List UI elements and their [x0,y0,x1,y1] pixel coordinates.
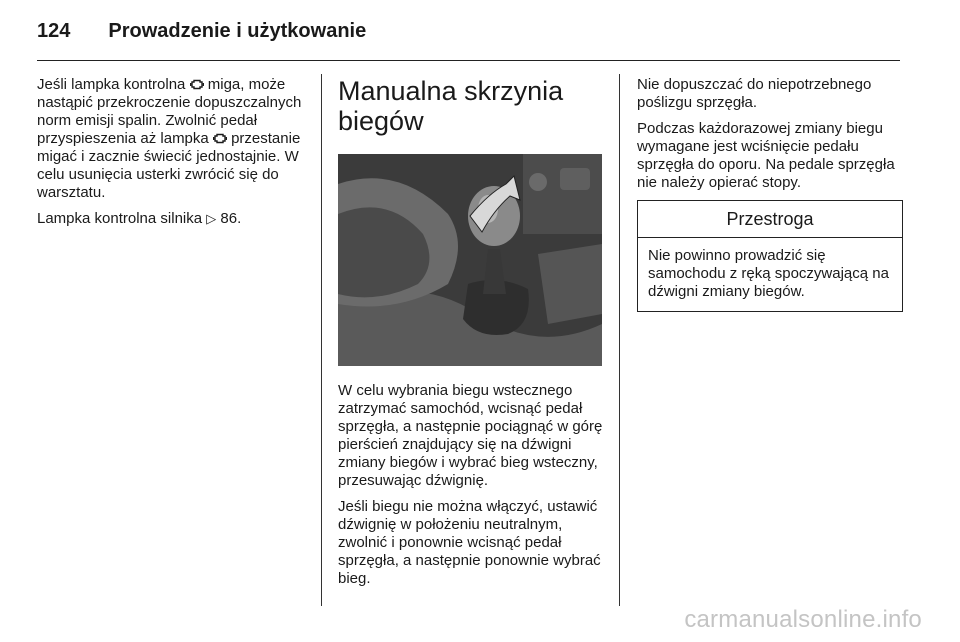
text-segment: przestanie migać i zacznie świecić jednostajnie. W celu usunięcia usterki zwrócić się do warsztatu. [37,130,301,201]
paragraph-clutch-slip: Nie dopuszczać do niepotrzebnego poślizgu sprzęgła. [637,76,872,111]
page-number: 124 [37,20,71,42]
column-2 [338,76,603,596]
engine-warning-icon [213,131,227,145]
gear-lever-drawing [338,154,602,366]
page-header [37,20,366,46]
paragraph-emission-warning [37,76,307,202]
paragraph-engine-lamp-ref [37,210,307,228]
watermark: carmanualsonline.info [684,606,922,633]
header-divider [37,60,900,61]
paragraph-gear-not-engaging: Jeśli biegu nie można włączyć, ustawić dźwignię w położeniu neutralnym, zwolnić i ponownie wcisnąć pedał sprzęgła, a następnie ponownie wybrać bieg. [338,498,601,587]
page-title: Prowadzenie i użytkowanie [108,20,367,42]
text-segment: Jeśli lampka kontrolna [37,76,190,93]
section-title: Manualna skrzynia biegów [338,76,564,136]
column-3 [637,76,903,312]
column-divider-2 [619,74,620,606]
column-1 [37,76,307,236]
warning-title: Przestroga [638,201,902,238]
gear-lever-illustration [338,154,602,366]
page-reference[interactable]: 86. [216,210,242,227]
warning-box [637,200,903,312]
column-divider-1 [321,74,322,606]
page-reference-arrow-icon: ▷ [206,211,217,226]
engine-warning-icon [190,77,204,91]
text-segment: Lampka kontrolna silnika [37,210,207,227]
warning-text: Nie powinno prowadzić się samochodu z ręką spoczywającą na dźwigni zmiany biegów. [648,247,889,300]
text-segment: miga, może nastąpić przekroczenie dopuszczalnych norm emisji spalin. Zwolnić pedał przyspieszenia aż lampka [37,76,302,147]
paragraph-reverse-gear: W celu wybrania biegu wstecznego zatrzymać samochód, wcisnąć pedał sprzęgła, a następnie pociągnąć w górę pierścień znajdujący się na dźwigni zmiany biegów i wybrać bieg wsteczny, przesuwając dźwignię. [338,382,603,489]
paragraph-clutch-pedal: Podczas każdorazowej zmiany biegu wymagane jest wciśnięcie pedału sprzęgła do oporu. Na pedale sprzęgła nie należy opierać stopy. [637,120,895,191]
